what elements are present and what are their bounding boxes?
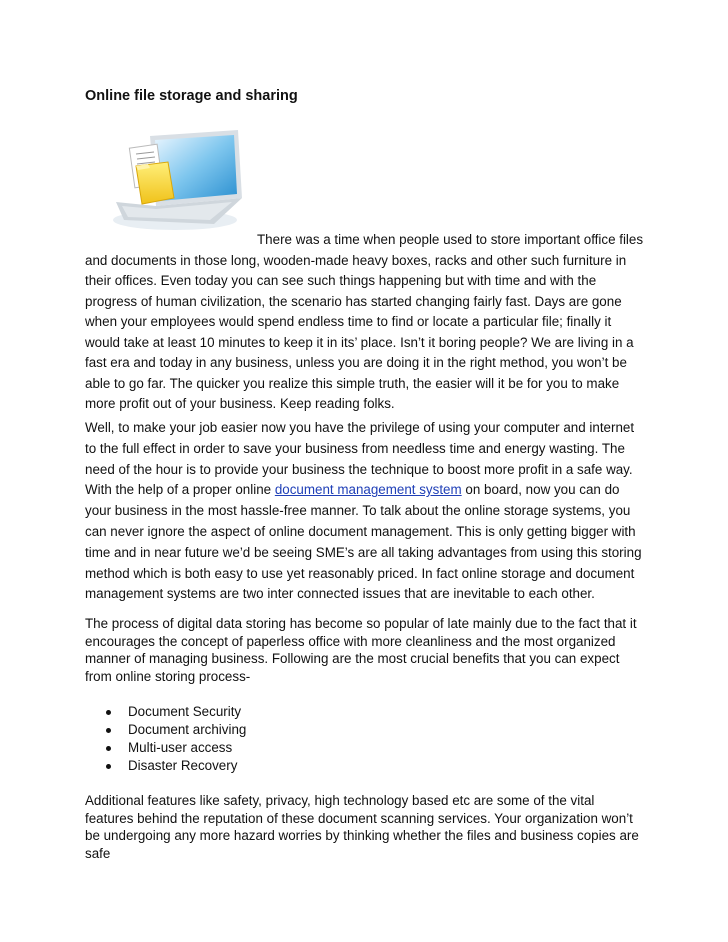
intro-paragraph: There was a time when people used to store important office files and documents in those long, wooden-made heavy boxes, racks and other such furniture in their offices. Even today you can see such things happening but with time and with the progress of human civilization, the scenario has started changing fairly fast. Days are gone when your employees would spend endless time to find or locate a particular file; finally it would take at least 10 minutes to keep it in its’ place. Isn’t it boring people? We are living in a fast era and today in any business, unless you are doing it in the right method, you won’t be able to go far. The quicker you realize this simple truth, the easier will it be for you to make more profit out of your business. Keep reading folks.: [85, 232, 644, 411]
features-paragraph: Additional features like safety, privacy, high technology based etc are some of the vital features behind the reputation of these document scanning services. Your organization won’t be undergoing any more hazard worries by thinking whether the files and business copies are safe: [85, 793, 639, 861]
list-item: Document Security: [85, 703, 645, 721]
list-item: Multi-user access: [85, 739, 645, 757]
document-management-system-link[interactable]: document management system: [274, 482, 462, 498]
list-item: Document archiving: [85, 721, 645, 739]
paragraph2-before: Well, to make your job easier now you have the privilege of using your computer and internet to the full effect in order to save your business from needless time and energy wasting. The need of the hour is to provide your business the technique to boost more profit in a safe way. With the help of a proper online: [85, 420, 635, 498]
process-paragraph: The process of digital data storing has become so popular of late mainly due to the fact that it encourages the concept of paperless office with more cleanliness and the most organized manner of managing business. Following are the most crucial benefits that you can expect from online storing process-: [85, 616, 637, 684]
benefits-list: [85, 703, 645, 775]
laptop-folder-illustration: [110, 128, 260, 238]
benefits-paragraph: [85, 418, 645, 605]
list-item: Disaster Recovery: [85, 757, 645, 775]
page-title: Online file storage and sharing: [85, 88, 298, 104]
paragraph2-after: on board, now you can do your business in the most hassle-free manner. To talk about the online storage systems, you can never ignore the aspect of online document management. This is only getting bigger with time and in near future we’d be seeing SME’s are all taking advantages from using this storing method which is both easy to use yet reasonably priced. In fact online storage and document management systems are two inter connected issues that are inevitable to each other.: [85, 482, 642, 602]
